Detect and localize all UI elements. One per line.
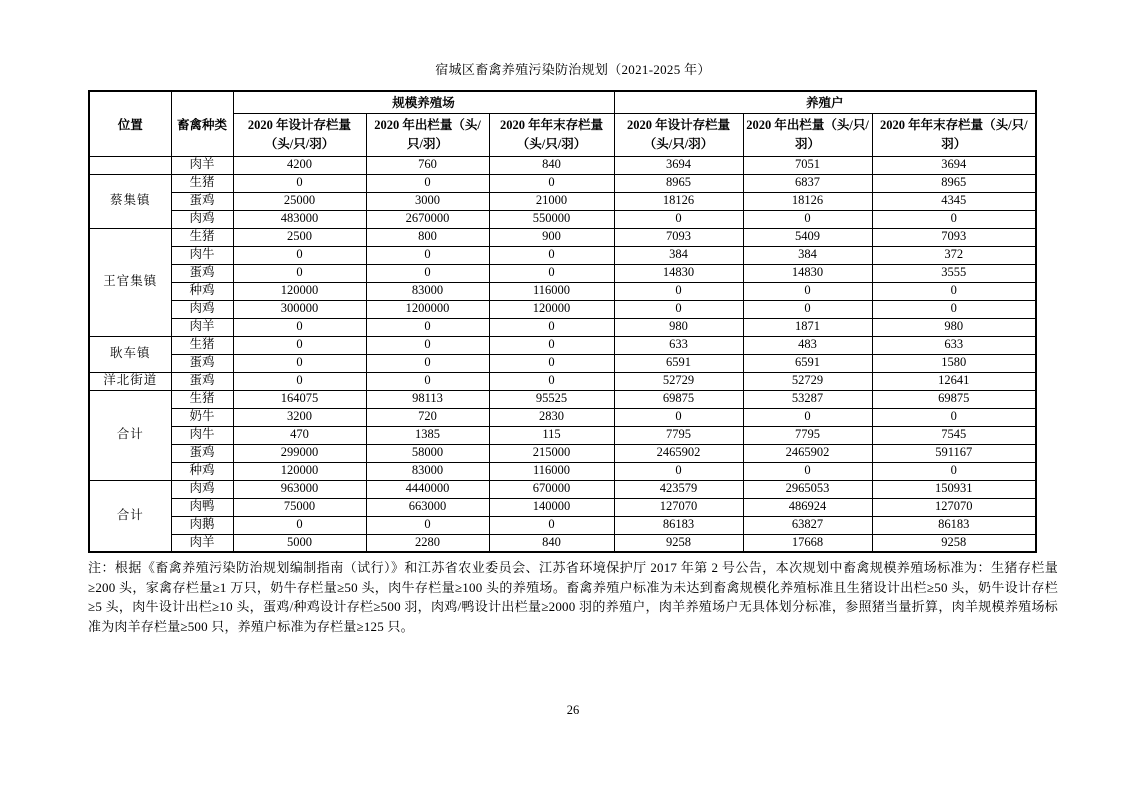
table-row	[89, 336, 1036, 354]
species-cell: 肉羊	[171, 534, 233, 552]
value-cell: 17668	[743, 534, 872, 552]
value-cell: 215000	[489, 444, 614, 462]
footnote: 注：根据《畜禽养殖污染防治规划编制指南（试行）》和江苏省农业委员会、江苏省环境保护厅 2017 年第 2 号公告，本次规划中畜禽规模养殖场标准为：生猪存栏量≥200 头，家禽存栏量≥1 万只，奶牛存栏量≥50 头，肉牛存栏量≥100 头的养殖场。畜禽养殖户标准为未达到畜禽规模化养殖标准且生猪设计出栏≥50 头，奶牛设计存栏≥5 头，肉牛设计出栏≥10 头，蛋鸡/种鸡设计存栏≥500 羽，肉鸡/鸭设计出栏量≥2000 羽的养殖户，肉羊养殖场户无具体划分标准，参照猪当量折算，肉羊规模养殖场标准为肉羊存栏量≥500 只，养殖户标准为存栏量≥125 只。	[88, 560, 1058, 634]
subheader-household-output: 2020 年出栏量（头/只/羽）	[743, 113, 872, 156]
value-cell: 0	[872, 300, 1036, 318]
value-cell: 0	[489, 264, 614, 282]
table-row	[89, 192, 1036, 210]
value-cell: 1871	[743, 318, 872, 336]
value-cell: 486924	[743, 498, 872, 516]
value-cell: 0	[614, 408, 743, 426]
value-cell: 83000	[366, 462, 489, 480]
value-cell: 150931	[872, 480, 1036, 498]
species-cell: 肉鸡	[171, 300, 233, 318]
location-cell: 王官集镇	[89, 228, 171, 336]
subheader-farm-output: 2020 年出栏量（头/只/羽）	[366, 113, 489, 156]
value-cell: 2280	[366, 534, 489, 552]
value-cell: 18126	[743, 192, 872, 210]
value-cell: 0	[872, 210, 1036, 228]
header-species: 畜禽种类	[171, 91, 233, 156]
value-cell: 8965	[614, 174, 743, 192]
value-cell: 0	[489, 354, 614, 372]
value-cell: 1385	[366, 426, 489, 444]
value-cell: 0	[489, 372, 614, 390]
value-cell: 2830	[489, 408, 614, 426]
header-group-household: 养殖户	[614, 91, 1036, 113]
value-cell: 4200	[233, 156, 366, 174]
value-cell: 7795	[614, 426, 743, 444]
value-cell: 0	[743, 408, 872, 426]
value-cell: 4345	[872, 192, 1036, 210]
table-row	[89, 426, 1036, 444]
value-cell: 58000	[366, 444, 489, 462]
value-cell: 6591	[743, 354, 872, 372]
value-cell: 0	[614, 210, 743, 228]
location-cell: 合计	[89, 480, 171, 552]
value-cell: 5409	[743, 228, 872, 246]
page-number: 26	[566, 703, 580, 717]
value-cell: 0	[233, 318, 366, 336]
value-cell: 1200000	[366, 300, 489, 318]
species-cell: 生猪	[171, 174, 233, 192]
species-cell: 肉羊	[171, 156, 233, 174]
value-cell: 25000	[233, 192, 366, 210]
value-cell: 0	[743, 210, 872, 228]
value-cell: 0	[233, 354, 366, 372]
value-cell: 800	[366, 228, 489, 246]
value-cell: 0	[366, 336, 489, 354]
value-cell: 140000	[489, 498, 614, 516]
species-cell: 种鸡	[171, 462, 233, 480]
value-cell: 0	[366, 174, 489, 192]
value-cell: 720	[366, 408, 489, 426]
value-cell: 980	[614, 318, 743, 336]
value-cell: 663000	[366, 498, 489, 516]
value-cell: 120000	[233, 282, 366, 300]
value-cell: 5000	[233, 534, 366, 552]
value-cell: 7093	[872, 228, 1036, 246]
value-cell: 1580	[872, 354, 1036, 372]
table-row	[89, 264, 1036, 282]
livestock-table	[88, 90, 1037, 553]
value-cell: 116000	[489, 462, 614, 480]
value-cell: 0	[872, 408, 1036, 426]
value-cell: 3694	[614, 156, 743, 174]
value-cell: 0	[872, 462, 1036, 480]
value-cell: 4440000	[366, 480, 489, 498]
subheader-farm-design: 2020 年设计存栏量（头/只/羽）	[233, 113, 366, 156]
value-cell: 14830	[743, 264, 872, 282]
value-cell: 18126	[614, 192, 743, 210]
table-row	[89, 318, 1036, 336]
value-cell: 0	[233, 246, 366, 264]
table-row	[89, 228, 1036, 246]
table-row	[89, 408, 1036, 426]
value-cell: 115	[489, 426, 614, 444]
value-cell: 3555	[872, 264, 1036, 282]
location-cell: 蔡集镇	[89, 174, 171, 228]
value-cell: 0	[233, 516, 366, 534]
value-cell: 633	[872, 336, 1036, 354]
table-row	[89, 174, 1036, 192]
subheader-household-yearend: 2020 年年末存栏量（头/只/羽）	[872, 113, 1036, 156]
value-cell: 483	[743, 336, 872, 354]
species-cell: 肉鹅	[171, 516, 233, 534]
value-cell: 120000	[489, 300, 614, 318]
value-cell: 591167	[872, 444, 1036, 462]
species-cell: 肉鸭	[171, 498, 233, 516]
value-cell: 633	[614, 336, 743, 354]
value-cell: 63827	[743, 516, 872, 534]
value-cell: 299000	[233, 444, 366, 462]
value-cell: 423579	[614, 480, 743, 498]
value-cell: 53287	[743, 390, 872, 408]
value-cell: 6837	[743, 174, 872, 192]
species-cell: 蛋鸡	[171, 192, 233, 210]
subheader-household-design: 2020 年设计存栏量（头/只/羽）	[614, 113, 743, 156]
value-cell: 550000	[489, 210, 614, 228]
value-cell: 0	[489, 336, 614, 354]
location-cell: 合计	[89, 390, 171, 480]
table-row	[89, 516, 1036, 534]
value-cell: 483000	[233, 210, 366, 228]
header-location: 位置	[89, 91, 171, 156]
species-cell: 肉鸡	[171, 210, 233, 228]
value-cell: 86183	[872, 516, 1036, 534]
value-cell: 116000	[489, 282, 614, 300]
subheader-farm-yearend: 2020 年年末存栏量（头/只/羽）	[489, 113, 614, 156]
value-cell: 840	[489, 156, 614, 174]
value-cell: 2670000	[366, 210, 489, 228]
value-cell: 9258	[872, 534, 1036, 552]
value-cell: 670000	[489, 480, 614, 498]
value-cell: 0	[366, 372, 489, 390]
table-row	[89, 210, 1036, 228]
table-row	[89, 156, 1036, 174]
value-cell: 2965053	[743, 480, 872, 498]
value-cell: 2465902	[743, 444, 872, 462]
value-cell: 0	[743, 282, 872, 300]
value-cell: 470	[233, 426, 366, 444]
value-cell: 3200	[233, 408, 366, 426]
value-cell: 52729	[614, 372, 743, 390]
species-cell: 生猪	[171, 228, 233, 246]
value-cell: 0	[233, 174, 366, 192]
table-row	[89, 444, 1036, 462]
value-cell: 0	[233, 264, 366, 282]
header-group-farm: 规模养殖场	[233, 91, 614, 113]
table-row	[89, 534, 1036, 552]
species-cell: 生猪	[171, 336, 233, 354]
value-cell: 0	[614, 282, 743, 300]
species-cell: 种鸡	[171, 282, 233, 300]
value-cell: 384	[743, 246, 872, 264]
value-cell: 69875	[614, 390, 743, 408]
species-cell: 肉牛	[171, 246, 233, 264]
value-cell: 83000	[366, 282, 489, 300]
value-cell: 7093	[614, 228, 743, 246]
location-cell: 耿车镇	[89, 336, 171, 372]
value-cell: 0	[489, 516, 614, 534]
value-cell: 8965	[872, 174, 1036, 192]
value-cell: 0	[366, 516, 489, 534]
value-cell: 120000	[233, 462, 366, 480]
table-row	[89, 300, 1036, 318]
table-row	[89, 372, 1036, 390]
header-group-row	[89, 91, 1036, 113]
value-cell: 0	[743, 462, 872, 480]
value-cell: 2500	[233, 228, 366, 246]
value-cell: 963000	[233, 480, 366, 498]
value-cell: 0	[233, 372, 366, 390]
species-cell: 蛋鸡	[171, 264, 233, 282]
value-cell: 3694	[872, 156, 1036, 174]
value-cell: 7795	[743, 426, 872, 444]
table-row	[89, 246, 1036, 264]
value-cell: 127070	[614, 498, 743, 516]
species-cell: 蛋鸡	[171, 372, 233, 390]
table-row	[89, 498, 1036, 516]
document-title: 宿城区畜禽养殖污染防治规划（2021-2025 年）	[435, 62, 711, 77]
value-cell: 0	[743, 300, 872, 318]
value-cell: 0	[366, 264, 489, 282]
value-cell: 0	[366, 318, 489, 336]
value-cell: 21000	[489, 192, 614, 210]
value-cell: 0	[614, 462, 743, 480]
table-row	[89, 282, 1036, 300]
value-cell: 300000	[233, 300, 366, 318]
species-cell: 肉牛	[171, 426, 233, 444]
value-cell: 75000	[233, 498, 366, 516]
value-cell: 127070	[872, 498, 1036, 516]
value-cell: 760	[366, 156, 489, 174]
value-cell: 900	[489, 228, 614, 246]
species-cell: 肉羊	[171, 318, 233, 336]
value-cell: 7051	[743, 156, 872, 174]
table-row	[89, 480, 1036, 498]
location-cell: 洋北街道	[89, 372, 171, 390]
value-cell: 98113	[366, 390, 489, 408]
value-cell: 0	[233, 336, 366, 354]
location-cell	[89, 156, 171, 174]
value-cell: 7545	[872, 426, 1036, 444]
value-cell: 0	[872, 282, 1036, 300]
value-cell: 3000	[366, 192, 489, 210]
value-cell: 0	[614, 300, 743, 318]
value-cell: 0	[489, 246, 614, 264]
table-row	[89, 390, 1036, 408]
species-cell: 肉鸡	[171, 480, 233, 498]
value-cell: 86183	[614, 516, 743, 534]
value-cell: 0	[366, 354, 489, 372]
species-cell: 蛋鸡	[171, 354, 233, 372]
value-cell: 980	[872, 318, 1036, 336]
value-cell: 0	[489, 318, 614, 336]
value-cell: 0	[489, 174, 614, 192]
value-cell: 14830	[614, 264, 743, 282]
table-header	[89, 91, 1036, 156]
value-cell: 164075	[233, 390, 366, 408]
value-cell: 372	[872, 246, 1036, 264]
table-row	[89, 354, 1036, 372]
table-row	[89, 462, 1036, 480]
value-cell: 0	[366, 246, 489, 264]
value-cell: 384	[614, 246, 743, 264]
value-cell: 69875	[872, 390, 1036, 408]
value-cell: 52729	[743, 372, 872, 390]
species-cell: 蛋鸡	[171, 444, 233, 462]
species-cell: 生猪	[171, 390, 233, 408]
value-cell: 95525	[489, 390, 614, 408]
value-cell: 840	[489, 534, 614, 552]
species-cell: 奶牛	[171, 408, 233, 426]
value-cell: 2465902	[614, 444, 743, 462]
value-cell: 12641	[872, 372, 1036, 390]
table-body	[89, 156, 1036, 552]
value-cell: 6591	[614, 354, 743, 372]
value-cell: 9258	[614, 534, 743, 552]
